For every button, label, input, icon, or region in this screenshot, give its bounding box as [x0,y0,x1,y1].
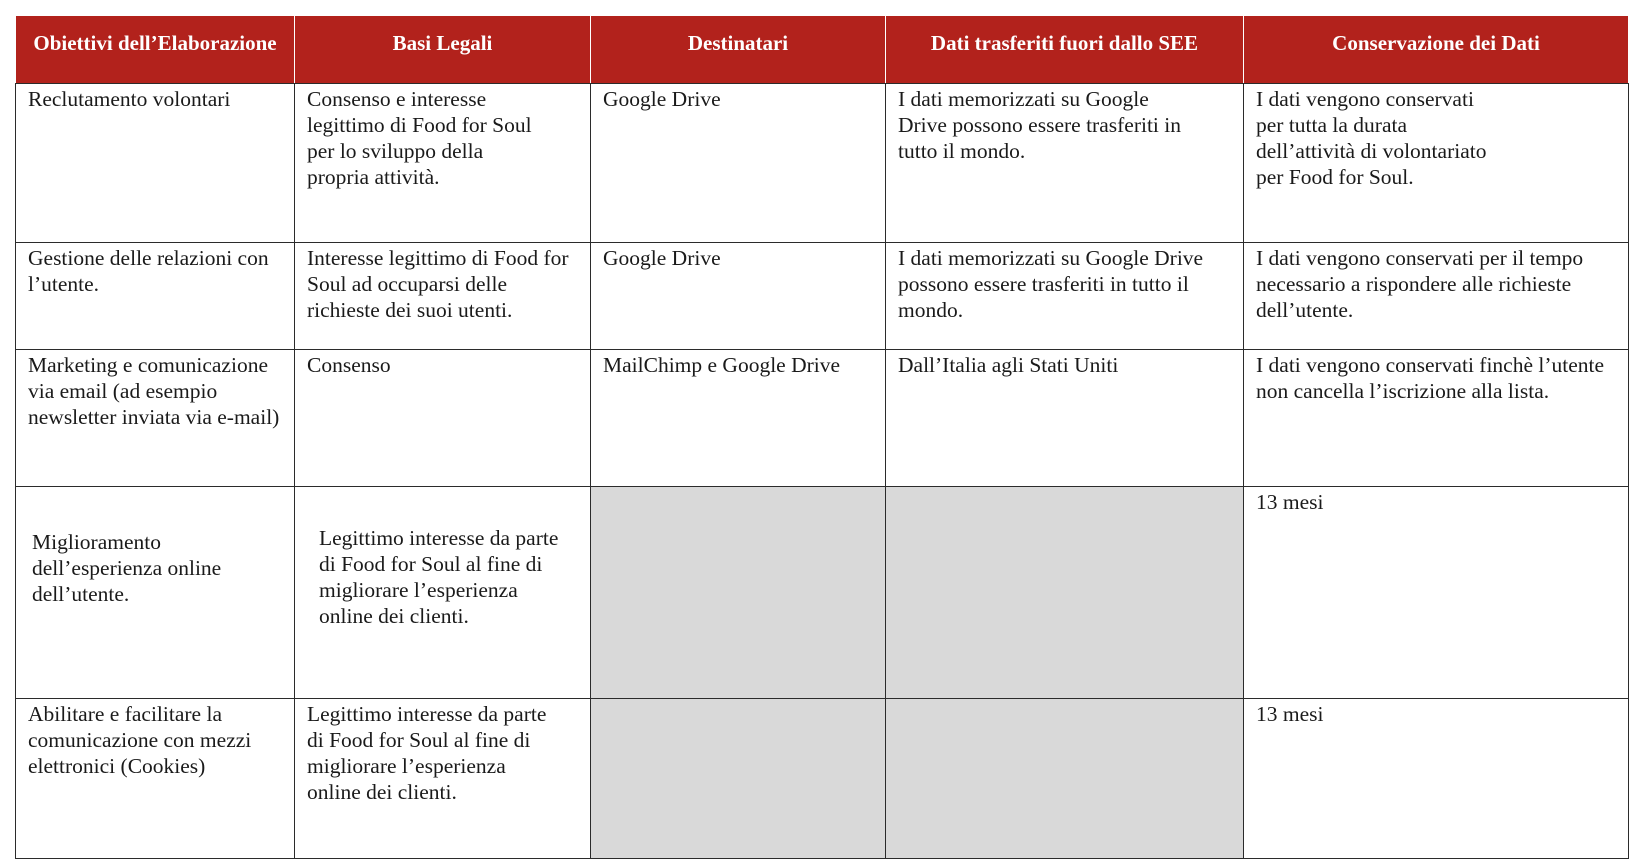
cell-destinatari: Google Drive [591,243,886,350]
cell-text: Consenso e interesse legittimo di Food for Soul per lo sviluppo della propria attività. [307,87,532,189]
header-dati-trasferiti: Dati trasferiti fuori dallo SEE [886,16,1244,84]
cell-obiettivo [16,487,295,699]
cell-destinatari-empty [591,699,886,859]
cell-dati-trasferiti [886,84,1244,243]
cell-text: Miglioramento dell’esperienza online dell’utente. [32,530,222,606]
table-row [16,699,1629,859]
table-header-row [16,16,1629,84]
cell-conservazione: 13 mesi [1244,487,1629,699]
table-row [16,84,1629,243]
cell-base-legale: Interesse legittimo di Food for Soul ad occuparsi delle richieste dei suoi utenti. [295,243,591,350]
cell-text: I dati vengono conservati per tutta la durata dell’attività di volontariato per Food for Soul. [1256,87,1487,189]
cell-base-legale: Consenso [295,350,591,487]
header-obiettivi: Obiettivi dell’Elaborazione [16,16,295,84]
cell-dati-trasferiti: Dall’Italia agli Stati Uniti [886,350,1244,487]
cell-conservazione: 13 mesi [1244,699,1629,859]
cell-obiettivo: Gestione delle relazioni con l’utente. [16,243,295,350]
cell-base-legale [295,487,591,699]
header-basi-legali: Basi Legali [295,16,591,84]
header-conservazione: Conservazione dei Dati [1244,16,1629,84]
cell-text: I dati memorizzati su Google Drive possono essere trasferiti in tutto il mondo. [898,87,1182,163]
table-row [16,350,1629,487]
table-row [16,487,1629,699]
cell-destinatari: Google Drive [591,84,886,243]
cell-obiettivo: Abilitare e facilitare la comunicazione con mezzi elettronici (Cookies) [16,699,295,859]
cell-dati-trasferiti: I dati memorizzati su Google Drive possono essere trasferiti in tutto il mondo. [886,243,1244,350]
cell-conservazione: I dati vengono conservati finchè l’utente non cancella l’iscrizione alla lista. [1244,350,1629,487]
cell-obiettivo: Reclutamento volontari [16,84,295,243]
cell-destinatari-empty [591,487,886,699]
cell-destinatari: MailChimp e Google Drive [591,350,886,487]
header-destinatari: Destinatari [591,16,886,84]
cell-base-legale [295,84,591,243]
data-processing-table [15,15,1629,859]
cell-conservazione [1244,84,1629,243]
cell-conservazione: I dati vengono conservati per il tempo necessario a rispondere alle richieste dell’utente. [1244,243,1629,350]
cell-obiettivo: Marketing e comunicazione via email (ad esempio newsletter inviata via e-mail) [16,350,295,487]
cell-base-legale [295,699,591,859]
table-row [16,243,1629,350]
cell-text: Legittimo interesse da parte di Food for Soul al fine di migliorare l’esperienza online dei clienti. [307,702,547,804]
cell-dati-trasferiti-empty [886,487,1244,699]
cell-text: Legittimo interesse da parte di Food for Soul al fine di migliorare l’esperienza online dei clienti. [319,526,559,628]
cell-dati-trasferiti-empty [886,699,1244,859]
